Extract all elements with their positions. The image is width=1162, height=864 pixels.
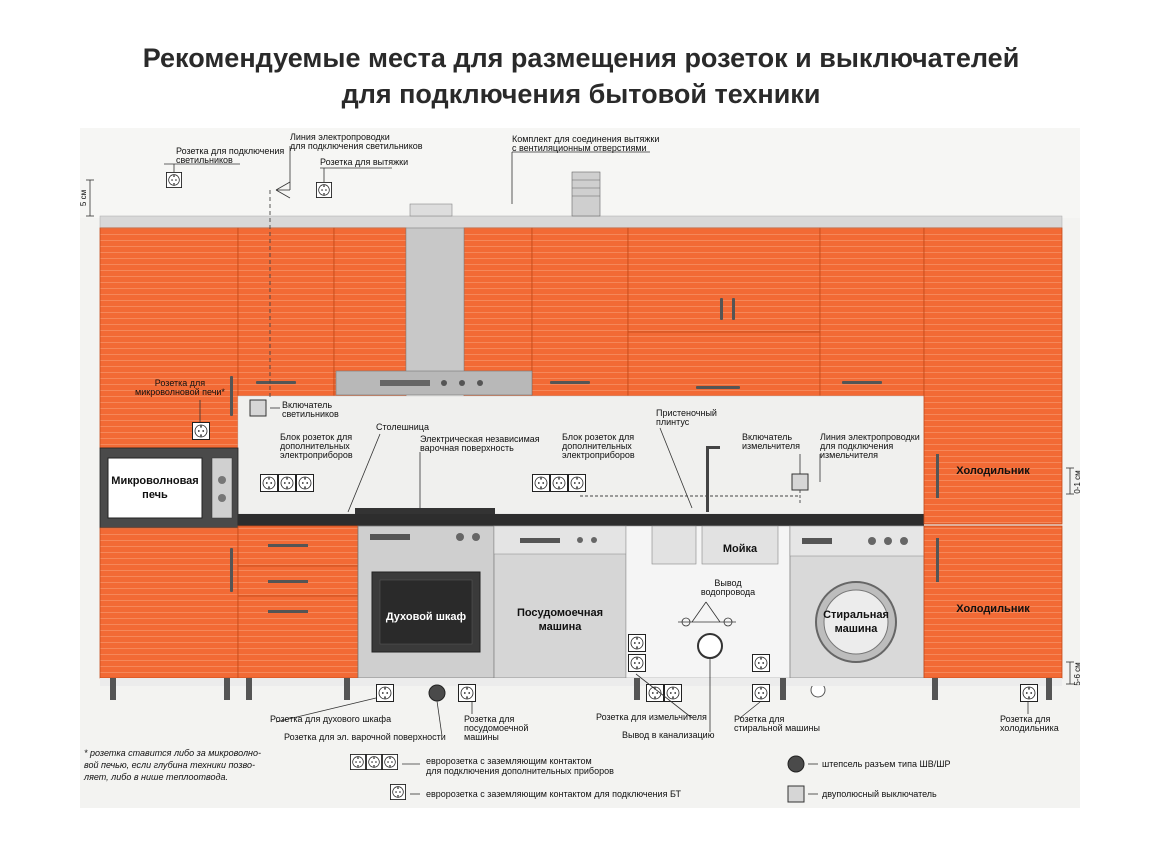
lights-socket-label-1: Розетка для подключения bbox=[176, 146, 285, 156]
dishwasher-socket-label-3: машины bbox=[464, 732, 499, 742]
fridge-socket-icon bbox=[1021, 685, 1038, 702]
fridge-top bbox=[924, 228, 1062, 524]
dishwasher-socket-label-1: Розетка для bbox=[464, 714, 515, 724]
sink-socket-1-icon bbox=[647, 685, 664, 702]
upper-cabinet-2 bbox=[238, 228, 334, 396]
grinder-socket-2-icon bbox=[629, 655, 646, 672]
block-right-label-2: дополнительных bbox=[562, 441, 632, 451]
legend-euro-single-socket-icon bbox=[390, 784, 405, 799]
microwave-socket-icon bbox=[193, 423, 210, 440]
water-outlet-label-2: водопровода bbox=[700, 587, 756, 597]
dishwasher-label-2: машина bbox=[538, 621, 582, 633]
upper-cabinet-5 bbox=[532, 228, 628, 396]
countertop-label: Столешница bbox=[376, 422, 429, 432]
washer-socket-1-icon bbox=[753, 655, 770, 672]
hood-socket-icon bbox=[316, 182, 331, 197]
upper-cabinet-6 bbox=[628, 228, 820, 332]
fridge-socket-label-1: Розетка для bbox=[1000, 714, 1051, 724]
legend-euro-block-label-1: евророзетка с заземляющим контактом bbox=[426, 756, 592, 766]
footnote-line-2: вой печью, если глубина техники позво- bbox=[84, 760, 256, 770]
legend-euro-block-socket-1-icon bbox=[350, 754, 365, 769]
lights-socket-icon bbox=[166, 172, 181, 187]
upper-cabinet-8 bbox=[820, 228, 924, 396]
block-left-label-1: Блок розеток для bbox=[280, 432, 353, 442]
block-left-label-3: электроприборов bbox=[280, 450, 353, 460]
hood-kit-label-2: с вентиляционным отверстиями bbox=[512, 143, 647, 153]
grinder-switch-label-2: измельчителя bbox=[742, 441, 800, 451]
dishwasher-label-1: Посудомоечная bbox=[516, 607, 604, 619]
sink-label: Мойка bbox=[722, 543, 758, 555]
legend-euro-single-label: евророзетка с заземляющим контактом для подключения БТ bbox=[426, 789, 681, 799]
hob-socket-label: Розетка для эл. варочной поверхности bbox=[284, 732, 446, 742]
legend-plug-label: штепсель разъем типа ШВ/ШР bbox=[822, 759, 951, 769]
grinder-socket-1-icon bbox=[629, 635, 646, 652]
hood-panel bbox=[380, 380, 430, 386]
hob-plug-icon bbox=[429, 685, 445, 701]
hood bbox=[336, 371, 532, 395]
hob-label-2: варочная поверхность bbox=[420, 443, 514, 453]
dishwasher-socket-label-2: посудомоечной bbox=[464, 723, 529, 733]
washer-socket-label-1: Розетка для bbox=[734, 714, 785, 724]
legend-euro-block-socket-2-icon bbox=[366, 754, 381, 769]
dim-bottom-label: 5-6 см bbox=[1073, 662, 1082, 686]
sink-socket-2-icon bbox=[665, 685, 682, 702]
hood-socket-label: Розетка для вытяжки bbox=[320, 157, 409, 167]
legend-switch-label: двуполюсный выключатель bbox=[822, 789, 937, 799]
dishwasher-socket-icon bbox=[459, 685, 476, 702]
block-left-label-2: дополнительных bbox=[280, 441, 350, 451]
dim-top-label: 5 см bbox=[79, 189, 88, 207]
hood-kit-label-1: Комплект для соединения вытяжки bbox=[512, 134, 660, 144]
page-title bbox=[0, 40, 1162, 112]
fridge-socket-label-2: холодильника bbox=[1000, 723, 1059, 733]
grinder-wiring-label-2: для подключения bbox=[820, 441, 894, 451]
block-left-socket-2-icon bbox=[279, 475, 296, 492]
block-right-label-3: электроприборов bbox=[562, 450, 635, 460]
dim-mid-label: 0-1 см bbox=[1073, 470, 1082, 494]
plinth bbox=[100, 678, 1062, 686]
legend-euro-block-label-2: для подключения дополнительных приборов bbox=[426, 766, 614, 776]
plinth-label-2: плинтус bbox=[656, 417, 690, 427]
vent-duct bbox=[572, 172, 600, 216]
lights-wiring-label-2: для подключения светильников bbox=[290, 141, 423, 151]
legend-plug-icon bbox=[788, 756, 804, 772]
kitchen-diagram bbox=[80, 128, 1080, 808]
block-right-socket-3-icon bbox=[569, 475, 586, 492]
block-right-socket-1-icon bbox=[533, 475, 550, 492]
fridge-bottom bbox=[924, 526, 1062, 678]
block-left-socket-3-icon bbox=[297, 475, 314, 492]
lower-left-cabinet bbox=[100, 528, 238, 678]
lights-switch-icon bbox=[250, 400, 266, 416]
washer-label-2: машина bbox=[834, 623, 878, 635]
faucet bbox=[706, 446, 709, 512]
footnote-line-1: * розетка ставится либо за микроволно- bbox=[84, 748, 261, 758]
grinder-socket-label: Розетка для измельчителя bbox=[596, 712, 707, 722]
plinth-label-1: Пристеночный bbox=[656, 408, 717, 418]
sewer-outlet bbox=[698, 634, 722, 658]
lights-socket-label-2: светильников bbox=[176, 155, 233, 165]
lights-switch-label-2: светильников bbox=[282, 409, 339, 419]
block-left-socket-1-icon bbox=[261, 475, 278, 492]
lights-switch-label-1: Включатель bbox=[282, 400, 333, 410]
hood-chimney bbox=[406, 228, 464, 372]
grinder-wiring-label-1: Линия электропроводки bbox=[820, 432, 920, 442]
drawer-3 bbox=[238, 596, 358, 678]
microwave-socket-label-2: микроволновой печи* bbox=[135, 387, 225, 397]
hood-kit-box bbox=[410, 204, 452, 216]
title-line-1: Рекомендуемые места для размещения розеток и выключателей bbox=[142, 43, 1020, 73]
upper-cabinet-1 bbox=[100, 228, 238, 448]
legend-switch-icon bbox=[788, 786, 804, 802]
grinder-wiring-label-3: измельчителя bbox=[820, 450, 878, 460]
washer-label-1: Стиральная bbox=[823, 609, 889, 621]
oven-label: Духовой шкаф bbox=[385, 611, 467, 623]
lights-wiring-label-1: Линия электропроводки bbox=[290, 132, 390, 142]
oven-socket-icon bbox=[377, 685, 394, 702]
footnote-line-3: ляет, либо в нише теплоотвода. bbox=[84, 772, 228, 782]
block-right-label-1: Блок розеток для bbox=[562, 432, 635, 442]
microwave-label-2: печь bbox=[142, 489, 168, 501]
fridge-top-label: Холодильник bbox=[956, 465, 1030, 477]
sewer-label: Вывод в канализацию bbox=[622, 730, 715, 740]
washer-socket-2-icon bbox=[753, 685, 770, 702]
grinder-switch-label-1: Включатель bbox=[742, 432, 793, 442]
hob bbox=[355, 508, 495, 514]
ceiling-panel bbox=[100, 216, 1062, 228]
sink-bowl-left bbox=[652, 526, 696, 564]
microwave-label-1: Микроволновая bbox=[111, 475, 199, 487]
fridge-bottom-label: Холодильник bbox=[956, 603, 1030, 615]
water-outlet-label-1: Вывод bbox=[714, 578, 742, 588]
washer-socket-label-2: стиральной машины bbox=[734, 723, 820, 733]
countertop bbox=[238, 514, 924, 526]
oven-socket-label: Розетка для духового шкафа bbox=[270, 714, 392, 724]
legend-euro-block-socket-3-icon bbox=[382, 754, 397, 769]
title-line-2: для подключения бытовой техники bbox=[341, 79, 821, 109]
microwave-socket-label-1: Розетка для bbox=[154, 378, 206, 388]
block-right-socket-2-icon bbox=[551, 475, 568, 492]
hob-label-1: Электрическая независимая bbox=[420, 434, 540, 444]
kitchen-diagram-svg bbox=[80, 128, 1080, 808]
grinder-switch-icon bbox=[792, 474, 808, 490]
